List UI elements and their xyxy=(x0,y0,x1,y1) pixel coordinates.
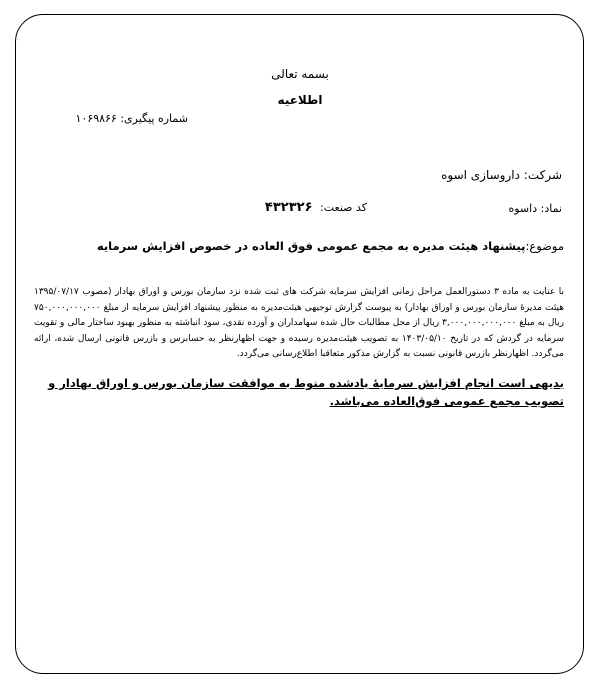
body-paragraph: با عنایت به ماده ۳ دستورالعمل مراحل زمانی افزایش سرمایه شرکت های ثبت شده نزد سازمان بورس و اوراق بهادار (مصوب ۱۳۹۵/۰۷/۱۷ هیئت مدیرهٔ سازمان بورس و اوراق بهادار) به پیوست گزارش توجیهی هیئت‌مدیره به منظور پیشنهاد افزایش سرمایه از مبلغ ۷۵۰,۰۰۰,۰۰۰,۰۰۰ ریال به مبلغ ۳,۰۰۰,۰۰۰,۰۰۰,۰۰۰ ریال از محل مطالبات حال شده سهامداران و آورده نقدی، سود انباشته به منظور بهبود ساختار مالی و تقویت سرمایه در گردش که در تاریخ ۱۴۰۳/۰۵/۱۰ به تصویب هیئت‌مدیره رسیده و جهت اظهارنظر به حسابرس و بازرس قانونی ارسال شده، ارائه می‌گردد. اظهارنظر بازرس قانونی نسبت به گزارش مذکور متعاقبا اطلاع‌رسانی می‌گردد. xyxy=(34,287,565,359)
industry-code-row xyxy=(265,200,367,215)
conditional-note: بدیهی است انجام افزایش سرمایهٔ یادشده منوط به موافقت سازمان بورس و اوراق بهادار و تصویب مجمع عمومی فوق‌العاده می‌باشد. xyxy=(48,376,564,408)
notice-title: اطلاعیه xyxy=(277,93,323,107)
company-row xyxy=(441,168,562,182)
tracking-value: ۱۰۶۹۸۶۶ xyxy=(75,112,117,125)
subject-label: موضوع: xyxy=(525,239,564,253)
subject-text: پیشنهاد هیئت مدیره به مجمع عمومی فوق العاده در خصوص افزایش سرمایه xyxy=(96,239,526,253)
symbol-row xyxy=(508,202,562,215)
subject-row xyxy=(97,239,564,253)
company-label: شرکت: xyxy=(523,168,562,182)
tracking-label: شماره پیگیری: xyxy=(120,112,188,125)
industry-code-value: ۴۳۲۳۲۶ xyxy=(264,200,313,215)
bismillah-header: بسمه تعالی xyxy=(271,67,329,81)
symbol-value: داسوه xyxy=(508,202,538,215)
industry-code-label: کد صنعت: xyxy=(320,201,367,214)
company-name: داروسازی اسوه xyxy=(441,168,520,182)
symbol-label: نماد: xyxy=(540,202,562,215)
tracking-number xyxy=(75,112,188,125)
